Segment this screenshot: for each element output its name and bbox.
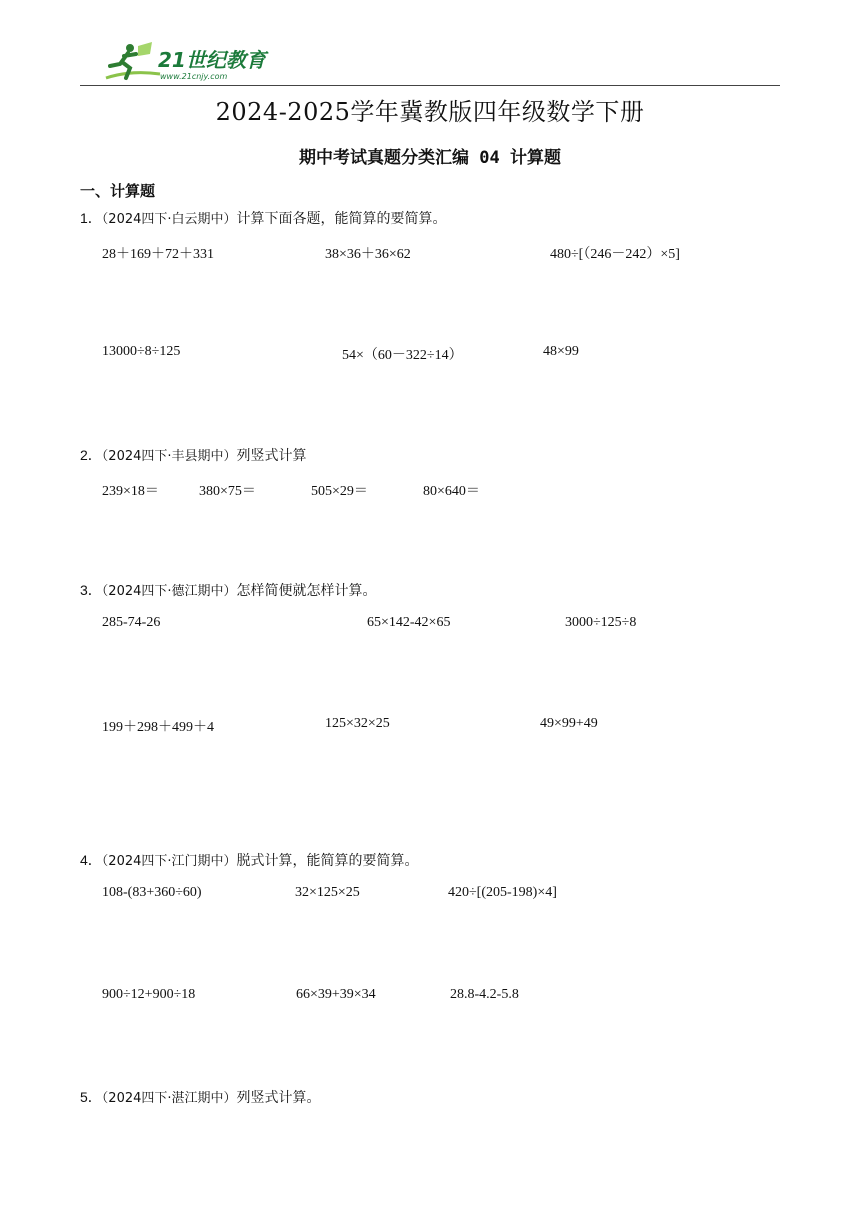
question-1-heading (80, 208, 447, 228)
expression: 65×142-42×65 (367, 615, 451, 630)
question-prompt: 列竖式计算。 (236, 1090, 321, 1106)
expression: 28＋169＋72＋331 (102, 247, 214, 262)
question-source: （2024四下·江门期中） (101, 854, 237, 869)
expression: 28.8-4.2-5.8 (450, 987, 519, 1002)
question-source: （2024四下·德江期中） (101, 584, 237, 599)
question-5-heading (80, 1087, 321, 1107)
question-source: （2024四下·白云期中） (101, 212, 237, 227)
svg-text:www.21cnjy.com: www.21cnjy.com (160, 72, 228, 81)
document-title: 2024-2025学年冀教版四年级数学下册 (215, 98, 645, 126)
question-number: 5． (80, 1089, 102, 1105)
expression: 108-(83+360÷60) (102, 885, 202, 900)
expression: 380×75＝ (199, 484, 256, 499)
question-number: 4． (80, 852, 102, 868)
section-heading: 一、计算题 (80, 182, 156, 200)
expression: 420÷[(205-198)×4] (448, 885, 557, 900)
expression: 239×18＝ (102, 484, 159, 499)
question-prompt: 列竖式计算 (236, 448, 307, 464)
question-number: 2． (80, 447, 102, 463)
question-number: 1． (80, 210, 102, 226)
question-source: （2024四下·湛江期中） (101, 1091, 237, 1106)
expression: 48×99 (543, 344, 579, 359)
expression: 505×29＝ (311, 484, 368, 499)
expression: 38×36＋36×62 (325, 247, 411, 262)
expression: 125×32×25 (325, 716, 390, 731)
expression: 285-74-26 (102, 615, 161, 630)
expression: 32×125×25 (295, 885, 360, 900)
expression: 3000÷125÷8 (565, 615, 637, 630)
expression: 80×640＝ (423, 484, 480, 499)
question-source: （2024四下·丰县期中） (101, 449, 237, 464)
expression: 66×39+39×34 (296, 987, 376, 1002)
expression: 54×（60－322÷14） (342, 348, 463, 363)
question-number: 3． (80, 582, 102, 598)
expression: 13000÷8÷125 (102, 344, 181, 359)
question-3-heading (80, 580, 377, 600)
header-rule (80, 85, 780, 86)
running-man-logo-icon (100, 40, 270, 84)
question-prompt: 计算下面各题，能简算的要简算。 (236, 211, 447, 227)
expression: 900÷12+900÷18 (102, 987, 196, 1002)
svg-text:21世纪教育: 21世纪教育 (158, 48, 266, 72)
question-prompt: 怎样简便就怎样计算。 (236, 583, 377, 599)
expression: 199＋298＋499＋4 (102, 720, 214, 735)
document-subtitle: 期中考试真题分类汇编 04 计算题 (299, 148, 561, 168)
question-prompt: 脱式计算，能简算的要简算。 (236, 853, 419, 869)
expression: 480÷[（246－242）×5] (550, 247, 680, 262)
question-2-heading (80, 445, 307, 465)
site-logo (100, 40, 270, 84)
expression: 49×99+49 (540, 716, 598, 731)
question-4-heading (80, 850, 419, 870)
